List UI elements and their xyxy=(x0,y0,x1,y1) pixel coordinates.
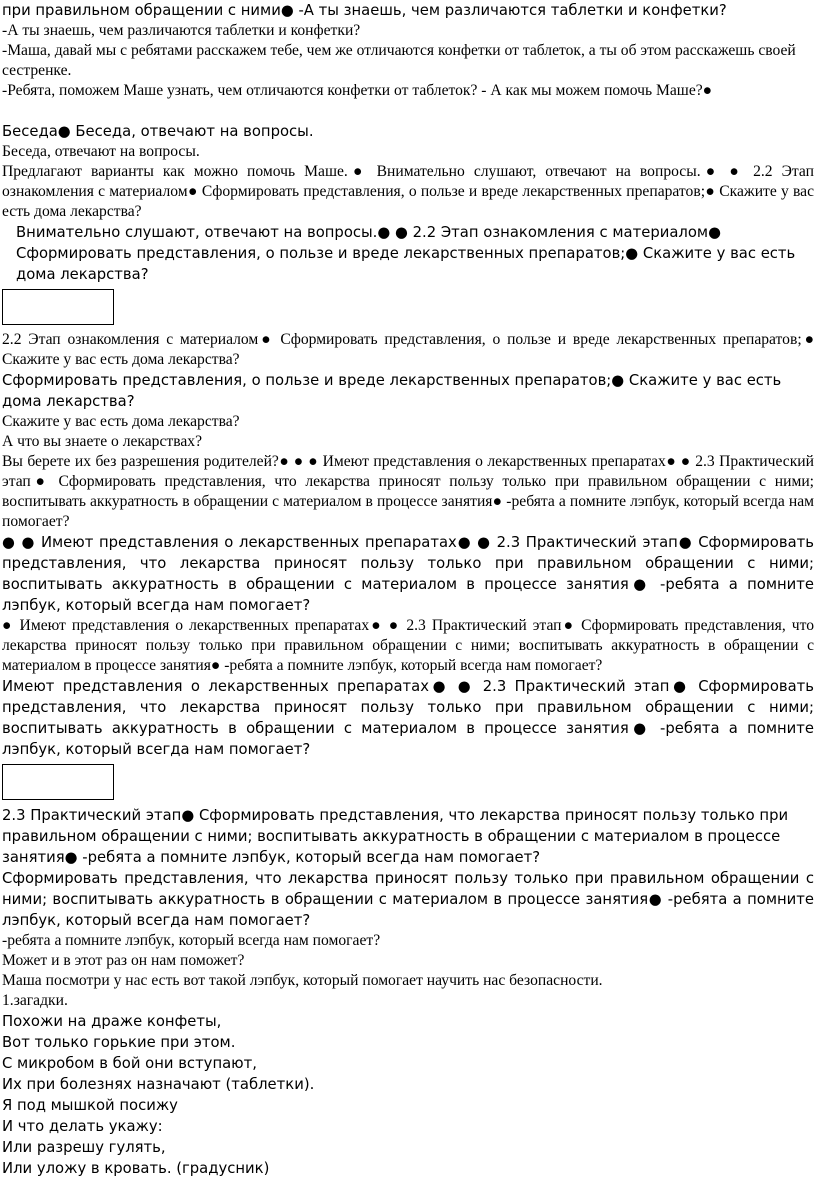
text-line: Беседа● Беседа, отвечают на вопросы. xyxy=(2,123,314,140)
text-line: -А ты знаешь, чем различаются таблетки и конфетки? xyxy=(2,22,361,39)
text-line: Имеют представления о лекарственных препаратах● ● 2.3 Практический этап● Сформировать представления, что лекарства приносят пользу только при правильном обращении с ними; воспитывать аккуратность в обращении с материалом в процессе занятия● -ребята а помните лэпбук, который всегда нам помогает? xyxy=(2,678,814,758)
text-line: Маша посмотри у нас есть вот такой лэпбук, который помогает научить нас безопасности. xyxy=(2,972,603,989)
text-line: Скажите у вас есть дома лекарства? xyxy=(2,413,240,430)
text-line: Сформировать представления, о пользе и вреде лекарственных препаратов;● Скажите у вас есть дома лекарства? xyxy=(2,372,782,410)
riddle-line: Похожи на драже конфеты, xyxy=(2,1013,222,1030)
riddle-line: Или уложу в кровать. (градусник) xyxy=(2,1160,270,1177)
text-line: А что вы знаете о лекарствах? xyxy=(2,433,203,450)
empty-table-cell xyxy=(2,289,114,325)
text-line: -Ребята, поможем Маше узнать, чем отличаются конфетки от таблеток? - А как мы можем помочь Маше?● xyxy=(2,82,713,99)
riddle-line: Их при болезнях назначают (таблетки). xyxy=(2,1076,315,1093)
text-line: -Маша, давай мы с ребятами расскажем тебе, чем же отличаются конфетки от таблеток, а ты об этом расскажешь своей сестренке. xyxy=(2,42,796,79)
riddle-line: И что делать укажу: xyxy=(2,1118,163,1135)
text-line: 2.3 Практический этап● Сформировать представления, что лекарства приносят пользу только при правильном обращении с ними; воспитывать аккуратность в обращении с материалом в процессе занятия● -ребята а помните лэпбук, который всегда нам помогает? xyxy=(2,807,789,866)
text-line: Беседа, отвечают на вопросы. xyxy=(2,143,200,160)
text-line: ● Имеют представления о лекарственных препаратах● ● 2.3 Практический этап● Сформировать представления, что лекарства приносят пользу только при правильном обращении с ними; воспитывать аккуратность в обращении с материалом в процессе занятия● -ребята а помните лэпбук, который всегда нам помогает? xyxy=(2,617,814,674)
riddle-line: Или разрешу гулять, xyxy=(2,1139,166,1156)
text-line: Внимательно слушают, отвечают на вопросы.● ● 2.2 Этап ознакомления с материалом● Сформировать представления, о пользе и вреде лекарственных препаратов;● Скажите у вас есть дома лекарства? xyxy=(16,224,796,283)
text-line: -ребята а помните лэпбук, который всегда нам помогает? xyxy=(2,932,381,949)
riddle-line: Я под мышкой посижу xyxy=(2,1097,178,1114)
text-line: Предлагают варианты как можно помочь Маше.● Внимательно слушают, отвечают на вопросы.● ● 2.2 Этап ознакомления с материалом● Сформировать представления, о пользе и вреде лекарственных препаратов;● Скажите у вас есть дома лекарства? xyxy=(2,163,814,220)
empty-table-cell xyxy=(2,764,114,800)
text-line: ● ● Имеют представления о лекарственных препаратах● ● 2.3 Практический этап● Сформировать представления, что лекарства приносят пользу только при правильном обращении с ними; воспитывать аккуратность в обращении с материалом в процессе занятия● -ребята а помните лэпбук, который всегда нам помогает? xyxy=(2,534,814,614)
text-line: при правильном обращении с ними● -А ты знаешь, чем различаются таблетки и конфетки? xyxy=(2,2,727,19)
text-line: 2.2 Этап ознакомления с материалом● Сформировать представления, о пользе и вреде лекарственных препаратов;● Скажите у вас есть дома лекарства? xyxy=(2,331,814,368)
riddle-line: Вот только горькие при этом. xyxy=(2,1034,236,1051)
text-line: 1.загадки. xyxy=(2,992,68,1009)
blank-line xyxy=(2,101,814,121)
riddle-line: С микробом в бой они вступают, xyxy=(2,1055,257,1072)
text-line: Может и в этот раз он нам поможет? xyxy=(2,952,245,969)
text-line: Сформировать представления, что лекарства приносят пользу только при правильном обращении с ними; воспитывать аккуратность в обращении с материалом в процессе занятия● -ребята а помните лэпбук, который всегда нам помогает? xyxy=(2,870,814,929)
text-line: Вы берете их без разрешения родителей?● ● ● Имеют представления о лекарственных препаратах● ● 2.3 Практический этап● Сформировать представления, что лекарства приносят пользу только при правильном обращении с ними; воспитывать аккуратность в обращении с материалом в процессе занятия● -ребята а помните лэпбук, который всегда нам помогает? xyxy=(2,453,814,530)
